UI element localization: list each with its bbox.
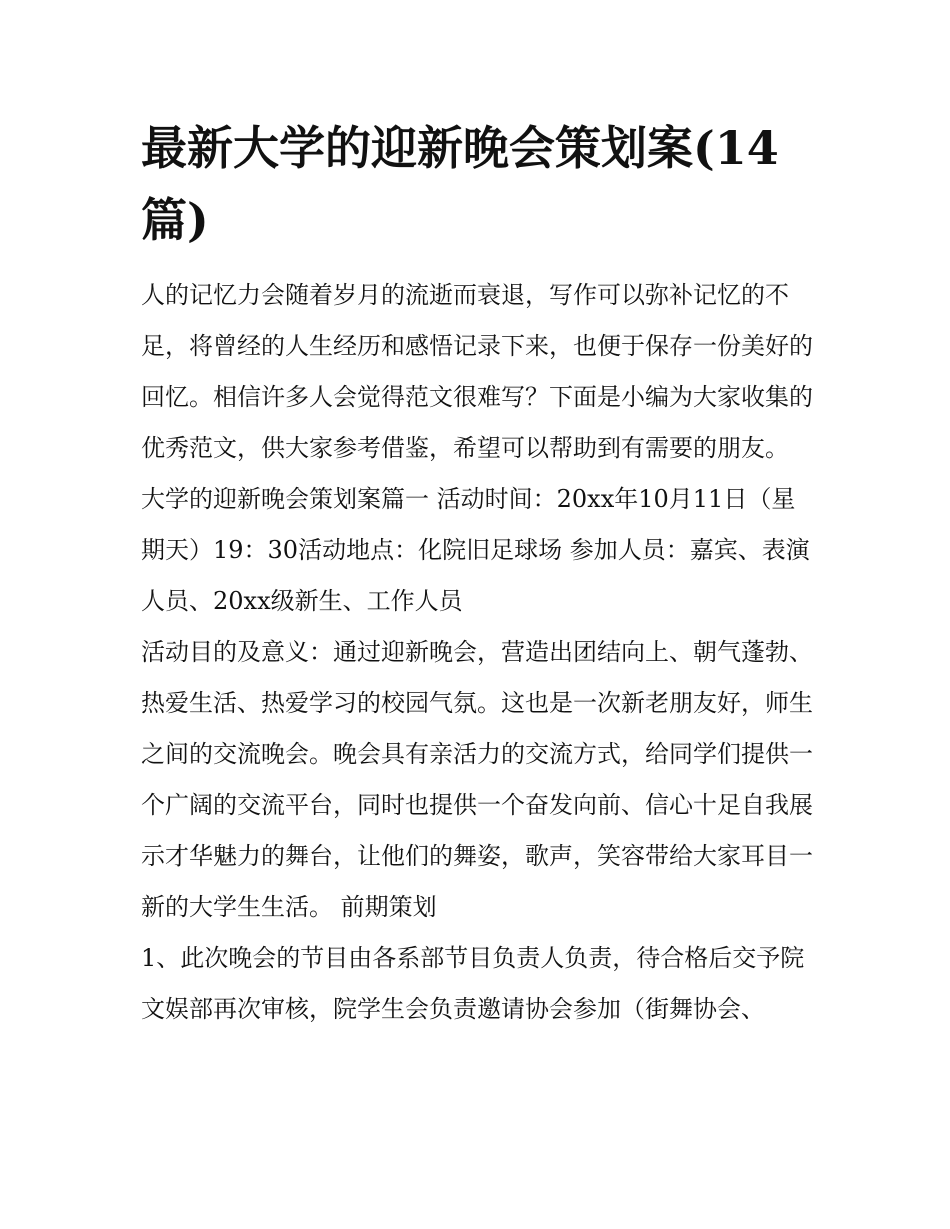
document-content	[141, 112, 813, 1035]
document-title: 最新大学的迎新晚会策划案(14篇)	[141, 121, 779, 247]
planning-item-paragraph: 1、此次晚会的节目由各系部节目负责人负责，待合格后交予院文娱部再次审核，院学生会负责邀请协会参加（街舞协会、	[141, 944, 805, 1023]
event-info-paragraph: 大学的迎新晚会策划案篇一 活动时间：20xx年10月11日（星期天）19：30活动地点：化院旧足球场 参加人员：嘉宾、表演人员、20xx级新生、工作人员	[141, 485, 810, 615]
purpose-paragraph: 活动目的及意义：通过迎新晚会，营造出团结向上、朝气蓬勃、热爱生活、热爱学习的校园气氛。这也是一次新老朋友好，师生之间的交流晚会。晚会具有亲活力的交流方式，给同学们提供一个广阔的交流平台，同时也提供一个奋发向前、信心十足自我展示才华魅力的舞台，让他们的舞姿，歌声，笑容带给大家耳目一新的大学生生活。 前期策划	[141, 638, 813, 921]
intro-paragraph: 人的记忆力会随着岁月的流逝而衰退，写作可以弥补记忆的不足，将曾经的人生经历和感悟记录下来，也便于保存一份美好的回忆。相信许多人会觉得范文很难写？下面是小编为大家收集的优秀范文，供大家参考借鉴，希望可以帮助到有需要的朋友。	[141, 281, 813, 462]
